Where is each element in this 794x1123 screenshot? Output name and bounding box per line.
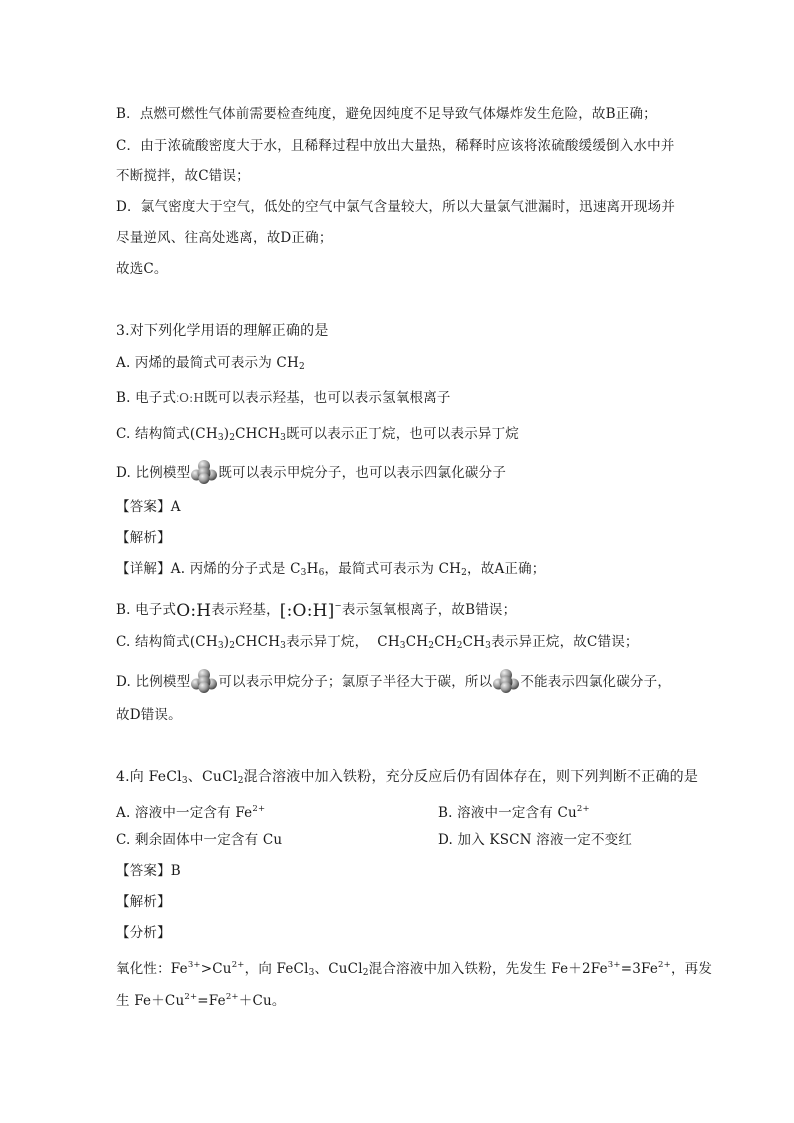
q4-analysis-label: 【解析】 bbox=[116, 894, 171, 910]
space-filling-model-icon bbox=[191, 669, 217, 693]
electron-formula-hydroxyl: O:H bbox=[176, 601, 212, 621]
q3-option-b-suffix: 既可以表示羟基，也可以表示氢氧根离子 bbox=[204, 390, 451, 406]
q3-c-mid: ) bbox=[223, 426, 230, 442]
line-d-previous-1: D．氯气密度大于空气，低处的空气中氯气含量较大，所以大量氯气泄漏时，迅速离开现场并 bbox=[116, 199, 676, 215]
line-c-previous-1: C．由于浓硫酸密度大于水，且稀释过程中放出大量热，稀释时应该将浓硫酸缓缓倒入水中并 bbox=[116, 138, 675, 154]
electron-formula-text: O:H bbox=[179, 391, 205, 405]
q4-option-b bbox=[438, 799, 590, 823]
ox-sup2: 2+ bbox=[231, 960, 245, 970]
electron-formula-hydroxide: [:O:H] bbox=[279, 601, 335, 621]
line-b-previous: B．点燃可燃性气体前需要检查纯度，避免因纯度不足导致气体爆炸发生危险，故B正确； bbox=[116, 106, 657, 122]
detail-a-c-sub: 3 bbox=[300, 568, 307, 578]
q4-oxidation-line-1 bbox=[116, 955, 712, 983]
space-filling-model-icon bbox=[191, 460, 217, 484]
detail-d-mid: 可以表示甲烷分子；氯原子半径大于碳，所以 bbox=[218, 674, 493, 690]
q4-option-d: D. 加入 KSCN 溶液一定不变红 bbox=[438, 832, 633, 848]
detail-c-rest1: CHCH bbox=[235, 634, 281, 650]
q4-a-sup: 2+ bbox=[252, 804, 266, 814]
q3-c-sub1: 3 bbox=[217, 433, 224, 443]
q3-option-b-prefix: B. 电子式 bbox=[116, 390, 177, 406]
detail-a-prefix: 【详解】A. 丙烯的分子式是 C bbox=[116, 561, 301, 577]
q3-detail-a bbox=[116, 559, 546, 583]
detail-c-rest4: CH bbox=[462, 634, 486, 650]
ox-sup4: 2+ bbox=[658, 960, 671, 970]
q3-c-prefix: C. 结构简式(CH bbox=[116, 426, 218, 442]
q4-option-a bbox=[116, 799, 265, 823]
ox-sub1: 3 bbox=[308, 968, 315, 978]
detail-d-suffix: 不能表示四氯化碳分子， bbox=[520, 674, 672, 690]
ox-suffix: ，再发 bbox=[670, 961, 713, 977]
q3-c-sub2: 2 bbox=[229, 433, 236, 443]
q4-fenxi-label: 【分析】 bbox=[116, 925, 171, 941]
ox-mid2: 、CuCl bbox=[314, 961, 363, 977]
detail-c-sub2: 2 bbox=[229, 641, 236, 651]
detail-b-suffix: 表示氢氧根离子，故B错误； bbox=[341, 602, 517, 618]
q3-c-sub3: 3 bbox=[280, 433, 287, 443]
q3-option-a-text: A. 丙烯的最简式可表示为 CH bbox=[116, 355, 299, 371]
q4-b-text: B. 溶液中一定含有 Cu bbox=[438, 805, 577, 821]
ox2-sup1: 2+ bbox=[184, 992, 198, 1002]
detail-c-mid1: ) bbox=[223, 634, 230, 650]
q3-detail-b bbox=[116, 596, 516, 621]
q4-stem-suffix: 混合溶液中加入铁粉，充分反应后仍有固体存在，则下列判断不正确的是 bbox=[243, 769, 699, 785]
detail-c-sub3: 3 bbox=[280, 641, 287, 651]
detail-c-sub5: 2 bbox=[428, 641, 435, 651]
q4-oxidation-line-2 bbox=[116, 987, 286, 1011]
q4-stem bbox=[116, 767, 698, 791]
q3-option-a bbox=[116, 353, 305, 377]
detail-c-sub7: 3 bbox=[485, 641, 492, 651]
ox-sup1: 3+ bbox=[187, 960, 201, 970]
q3-c-suffix: 既可以表示正丁烷，也可以表示异丁烷 bbox=[286, 426, 520, 442]
q3-d-suffix: 既可以表示甲烷分子，也可以表示四氯化碳分子 bbox=[218, 465, 507, 481]
ox-mid4: =3Fe bbox=[620, 961, 659, 977]
ox-sub2: 2 bbox=[362, 968, 369, 978]
q3-c-rest: CHCH bbox=[235, 426, 281, 442]
detail-c-sub4: 3 bbox=[399, 641, 406, 651]
detail-a-ch-sub: 2 bbox=[461, 568, 468, 578]
q3-d-prefix: D. 比例模型 bbox=[116, 465, 191, 481]
detail-c-prefix: C. 结构简式(CH bbox=[116, 634, 218, 650]
detail-a-suffix: ，故A正确； bbox=[467, 561, 546, 577]
detail-c-sub1: 3 bbox=[217, 641, 224, 651]
ox-mid3: 混合溶液中加入铁粉，先发生 Fe＋2Fe bbox=[368, 961, 608, 977]
detail-c-sub6: 2 bbox=[456, 641, 463, 651]
hydroxide-charge: − bbox=[334, 601, 342, 611]
detail-c-rest3: CH bbox=[434, 634, 457, 650]
q4-a-text: A. 溶液中一定含有 Fe bbox=[116, 805, 253, 821]
detail-a-mid: ，最简式可表示为 CH bbox=[324, 561, 462, 577]
q3-detail-d-end: 故D错误。 bbox=[116, 707, 182, 723]
q4-stem-sub1: 3 bbox=[181, 776, 188, 786]
q4-b-sup: 2+ bbox=[576, 804, 590, 814]
line-c-previous-2: 不断搅拌，故C错误； bbox=[116, 168, 250, 184]
q3-detail-d bbox=[116, 669, 671, 693]
detail-a-h: H bbox=[306, 561, 319, 577]
detail-a-h-sub: 6 bbox=[318, 568, 325, 578]
q3-analysis-label: 【解析】 bbox=[116, 530, 171, 546]
q3-option-d bbox=[116, 460, 506, 484]
detail-c-suffix: 表示异正烷，故C错误； bbox=[491, 634, 639, 650]
space-filling-model-icon bbox=[493, 669, 519, 693]
ox-sup3: 3+ bbox=[607, 960, 621, 970]
q3-option-a-sub: 2 bbox=[298, 362, 305, 372]
line-d-previous-2: 尽量逆风、往高处逃离，故D正确； bbox=[116, 230, 333, 246]
q3-option-c bbox=[116, 424, 519, 448]
line-choose-previous: 故选C。 bbox=[116, 261, 168, 277]
q4-stem-mid: 、CuCl bbox=[187, 769, 238, 785]
ox2-prefix: 生 Fe＋Cu bbox=[116, 993, 185, 1009]
detail-b-mid: 表示羟基， bbox=[211, 602, 280, 618]
ox-gt: >Cu bbox=[200, 961, 232, 977]
q3-answer: 【答案】A bbox=[116, 499, 181, 515]
q3-stem: 3.对下列化学用语的理解正确的是 bbox=[116, 323, 329, 339]
detail-b-prefix: B. 电子式 bbox=[116, 602, 177, 618]
q4-stem-prefix: 4.向 FeCl bbox=[116, 769, 182, 785]
detail-d-prefix: D. 比例模型 bbox=[116, 674, 191, 690]
ox2-mid: =Fe bbox=[197, 993, 226, 1009]
ox2-sup2: 2+ bbox=[225, 992, 239, 1002]
q4-stem-sub2: 2 bbox=[237, 776, 244, 786]
ox-mid: ，向 FeCl bbox=[244, 961, 309, 977]
q3-detail-c bbox=[116, 632, 639, 656]
q3-option-b bbox=[116, 388, 451, 410]
electron-formula-small: ⁚O:H bbox=[176, 391, 205, 405]
ox2-suffix: ＋Cu。 bbox=[238, 993, 286, 1009]
detail-c-rest2: CH bbox=[405, 634, 429, 650]
q4-option-c: C. 剩余固体中一定含有 Cu bbox=[116, 832, 283, 848]
detail-c-mid2: 表示异丁烷， CH bbox=[286, 634, 400, 650]
ox-prefix: 氧化性：Fe bbox=[116, 961, 188, 977]
q4-answer: 【答案】B bbox=[116, 863, 181, 879]
